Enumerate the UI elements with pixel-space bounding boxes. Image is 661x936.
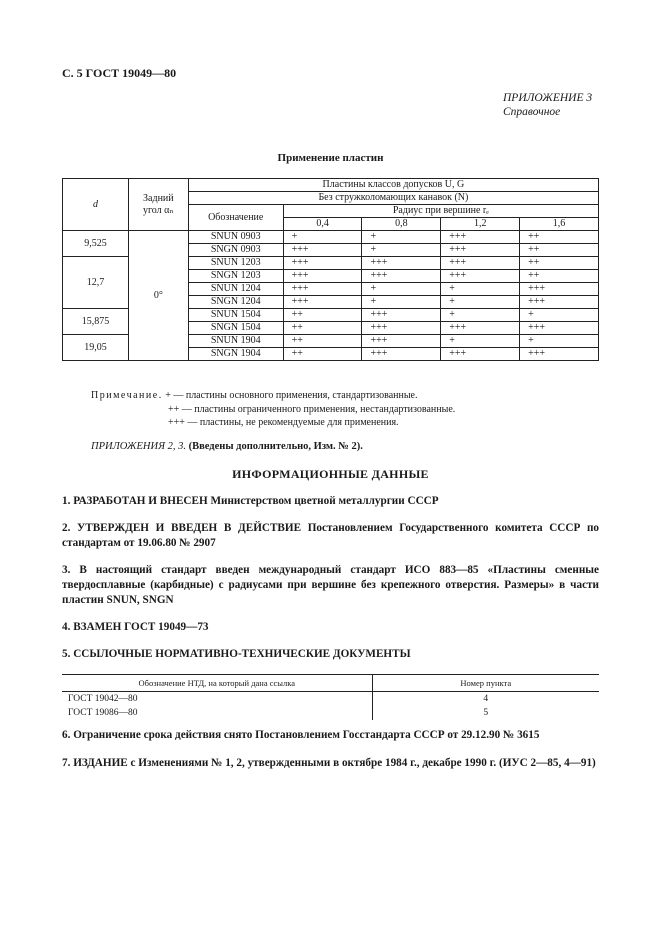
designation-cell: SNUN 1904 bbox=[188, 335, 283, 348]
plates-table bbox=[62, 178, 599, 361]
value-cell: +++ bbox=[520, 296, 599, 309]
value-cell: + bbox=[441, 309, 520, 322]
value-cell: ++ bbox=[520, 270, 599, 283]
table-row bbox=[62, 706, 599, 720]
radius-col: 1,6 bbox=[520, 218, 599, 231]
designation-cell: SNUN 0903 bbox=[188, 231, 283, 244]
table-title: Применение пластин bbox=[277, 152, 384, 164]
designation-cell: SNGN 1204 bbox=[188, 296, 283, 309]
value-cell: ++ bbox=[520, 231, 599, 244]
info-item: 1. РАЗРАБОТАН И ВНЕСЕН Министерством цветной металлургии СССР bbox=[62, 495, 439, 507]
value-cell: ++ bbox=[283, 322, 362, 335]
value-cell: + bbox=[362, 231, 441, 244]
designation-cell: SNUN 1203 bbox=[188, 257, 283, 270]
d-value: 19,05 bbox=[63, 335, 129, 361]
radius-col: 0,8 bbox=[362, 218, 441, 231]
header-radius: Радиус при вершине rₑ bbox=[283, 205, 598, 218]
designation-cell: SNGN 1504 bbox=[188, 322, 283, 335]
value-cell: +++ bbox=[441, 322, 520, 335]
appendix-title: ПРИЛОЖЕНИЕ 3 bbox=[503, 92, 593, 104]
header-nochip: Без стружколомающих канавок (N) bbox=[188, 192, 598, 205]
info-item: 4. ВЗАМЕН ГОСТ 19049—73 bbox=[62, 621, 209, 633]
radius-col: 1,2 bbox=[441, 218, 520, 231]
value-cell: +++ bbox=[283, 257, 362, 270]
references-table bbox=[62, 674, 599, 720]
value-cell: ++ bbox=[520, 257, 599, 270]
value-cell: +++ bbox=[362, 348, 441, 361]
value-cell: +++ bbox=[520, 348, 599, 361]
page-header: С. 5 ГОСТ 19049—80 bbox=[62, 66, 177, 80]
value-cell: +++ bbox=[520, 283, 599, 296]
value-cell: +++ bbox=[362, 335, 441, 348]
value-cell: ++ bbox=[283, 309, 362, 322]
value-cell: +++ bbox=[362, 309, 441, 322]
value-cell: ++ bbox=[520, 244, 599, 257]
designation-cell: SNUN 1504 bbox=[188, 309, 283, 322]
info-item: 5. ССЫЛОЧНЫЕ НОРМАТИВНО-ТЕХНИЧЕСКИЕ ДОКУМЕНТЫ bbox=[62, 648, 411, 660]
value-cell: +++ bbox=[441, 270, 520, 283]
value-cell: +++ bbox=[362, 270, 441, 283]
value-cell: + bbox=[362, 283, 441, 296]
value-cell: + bbox=[520, 335, 599, 348]
appendices-note-italic: ПРИЛОЖЕНИЯ 2, 3. bbox=[91, 441, 186, 452]
info-item: 2. УТВЕРЖДЕН И ВВЕДЕН В ДЕЙСТВИЕ Постановлением Государственного комитета СССР по стандартам от 19.06.80 № 2907 bbox=[62, 522, 599, 549]
d-value: 12,7 bbox=[63, 257, 129, 309]
radius-col: 0,4 bbox=[283, 218, 362, 231]
designation-cell: SNGN 0903 bbox=[188, 244, 283, 257]
value-cell: +++ bbox=[441, 257, 520, 270]
note-line-3: +++ — пластины, не рекомендуемые для применения. bbox=[168, 417, 399, 428]
value-cell: ++ bbox=[283, 335, 362, 348]
header-angle-line2: угол αₙ bbox=[142, 204, 174, 216]
appendices-note bbox=[91, 441, 363, 452]
info-item: 3. В настоящий стандарт введен международный стандарт ИСО 883—85 «Пластины сменные твердосплавные (карбидные) с радиусами при вершине без крепежного отверстия. Размеры» в части пластин SNUN, SNGN bbox=[62, 564, 599, 606]
table-note bbox=[91, 389, 455, 430]
ref-doc: ГОСТ 19042—80 bbox=[62, 692, 372, 707]
appendix-subtitle: Справочное bbox=[503, 106, 561, 118]
table-row bbox=[62, 692, 599, 707]
ref-num: 5 bbox=[483, 708, 489, 718]
header-plates: Пластины классов допусков U, G bbox=[188, 179, 598, 192]
header-angle bbox=[128, 179, 188, 231]
value-cell: + bbox=[283, 231, 362, 244]
appendix-label bbox=[503, 91, 593, 119]
value-cell: + bbox=[520, 309, 599, 322]
value-cell: +++ bbox=[441, 244, 520, 257]
note-line-1: + — пластины основного применения, стандартизованные. bbox=[162, 390, 418, 401]
value-cell: + bbox=[362, 296, 441, 309]
ref-header-num: Номер пункта bbox=[372, 675, 599, 692]
designation-cell: SNGN 1203 bbox=[188, 270, 283, 283]
value-cell: + bbox=[441, 335, 520, 348]
ref-num: 4 bbox=[483, 694, 489, 704]
value-cell: + bbox=[441, 296, 520, 309]
angle-value: 0° bbox=[128, 231, 188, 361]
value-cell: +++ bbox=[362, 257, 441, 270]
note-line-2: ++ — пластины ограниченного применения, нестандартизованные. bbox=[168, 403, 456, 415]
header-designation: Обозначение bbox=[188, 205, 283, 231]
designation-cell: SNGN 1904 bbox=[188, 348, 283, 361]
d-value: 9,525 bbox=[63, 231, 129, 257]
ref-doc: ГОСТ 19086—80 bbox=[62, 706, 372, 720]
info-title: ИНФОРМАЦИОННЫЕ ДАННЫЕ bbox=[232, 467, 429, 481]
value-cell: ++ bbox=[283, 348, 362, 361]
info-item: 7. ИЗДАНИЕ с Изменениями № 1, 2, утвержденными в октябре 1984 г., декабре 1990 г. (ИУС 2—85, 4—91) bbox=[62, 757, 596, 769]
appendices-note-bold: (Введены дополнительно, Изм. № 2). bbox=[188, 441, 363, 452]
value-cell: +++ bbox=[441, 231, 520, 244]
d-value: 15,875 bbox=[63, 309, 129, 335]
info-item: 6. Ограничение срока действия снято Постановлением Госстандарта СССР от 29.12.90 № 3615 bbox=[62, 729, 540, 741]
value-cell: +++ bbox=[520, 322, 599, 335]
header-angle-line1: Задний bbox=[143, 192, 174, 204]
note-label: Примечание. bbox=[91, 390, 163, 401]
value-cell: +++ bbox=[283, 296, 362, 309]
ref-header-doc: Обозначение НТД, на который дана ссылка bbox=[62, 675, 372, 692]
value-cell: + bbox=[362, 244, 441, 257]
value-cell: +++ bbox=[362, 322, 441, 335]
value-cell: +++ bbox=[283, 270, 362, 283]
table-row bbox=[63, 231, 599, 244]
value-cell: + bbox=[441, 283, 520, 296]
value-cell: +++ bbox=[283, 283, 362, 296]
value-cell: +++ bbox=[441, 348, 520, 361]
designation-cell: SNUN 1204 bbox=[188, 283, 283, 296]
value-cell: +++ bbox=[283, 244, 362, 257]
header-d: d bbox=[63, 179, 129, 231]
